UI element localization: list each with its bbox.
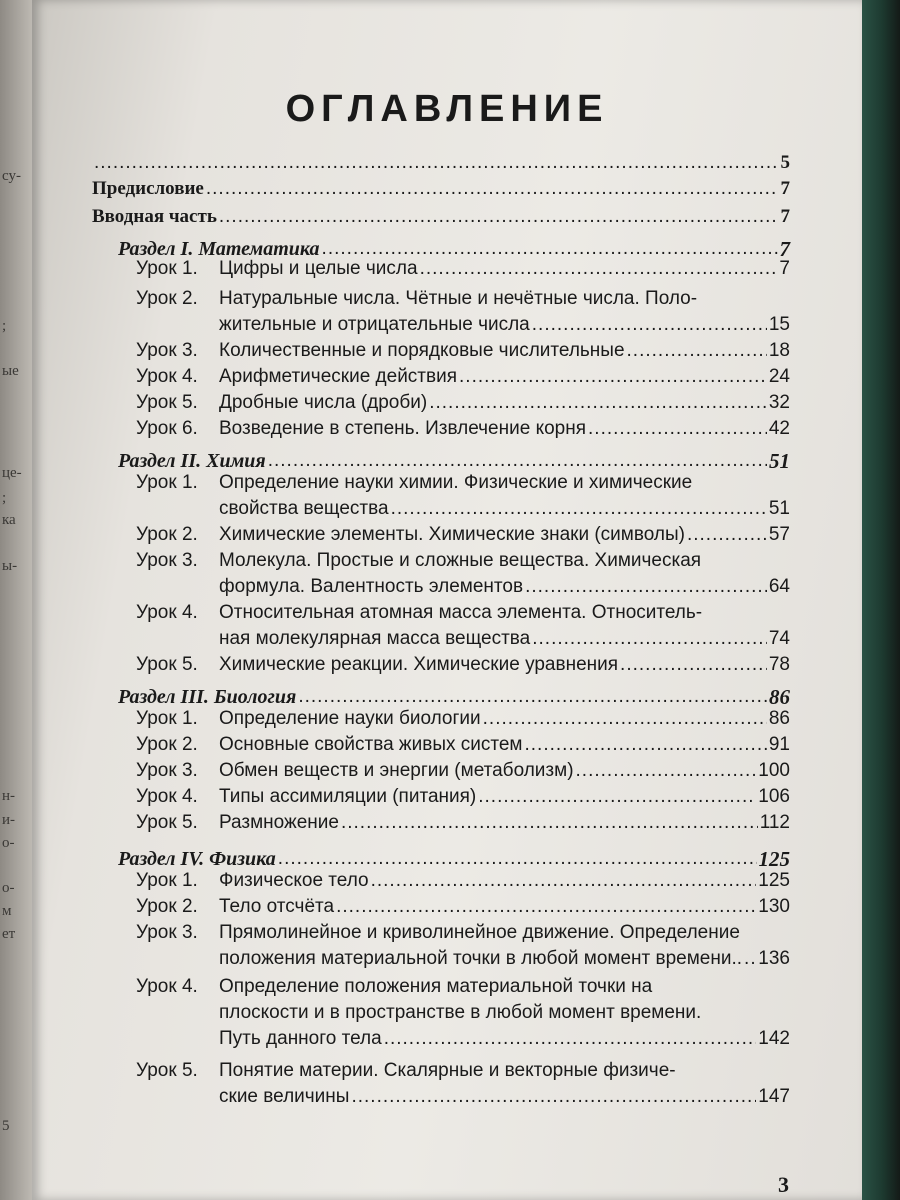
lesson-row	[136, 784, 790, 810]
margin-fragment: 5	[2, 1118, 10, 1134]
lesson-title-line	[136, 600, 702, 626]
lesson-title: формула. Валентность элементов	[219, 576, 524, 597]
page-ref: 86	[768, 708, 790, 729]
margin-fragment: о-	[2, 880, 15, 896]
page-ref: 24	[768, 366, 790, 387]
lesson-row	[219, 1026, 790, 1052]
lesson-row	[136, 894, 790, 920]
page-ref: 147	[758, 1086, 790, 1107]
dot-leader	[371, 868, 757, 894]
toc-title: ОГЛАВЛЕНИЕ	[285, 88, 609, 130]
lesson-row	[136, 706, 790, 732]
lesson-number: Урок 2.	[136, 524, 198, 545]
lesson-title-line	[136, 548, 701, 574]
lesson-title: Размножение	[219, 812, 339, 833]
margin-fragment: м	[2, 903, 12, 919]
page-ref: 125	[758, 847, 790, 871]
lesson-number: Урок 5.	[136, 812, 198, 833]
lesson-title: Путь данного тела	[219, 1028, 382, 1049]
margin-fragment: ые	[2, 363, 19, 379]
table-of-contents	[32, 0, 862, 1200]
lesson-number: Урок 1.	[136, 258, 198, 279]
lesson-number: Урок 3.	[136, 760, 198, 781]
margin-fragment: о-	[2, 835, 15, 851]
lesson-row	[136, 758, 790, 784]
margin-fragment: ;	[2, 490, 7, 506]
page-ref: 125	[758, 870, 790, 891]
lesson-number: Урок 6.	[136, 418, 198, 439]
page-ref: 51	[768, 498, 790, 519]
lesson-number: Урок 4.	[136, 976, 198, 997]
lesson-row	[219, 626, 790, 652]
lesson-title-text: Молекула. Простые и сложные вещества. Химическая	[219, 550, 702, 571]
page-ref: 78	[768, 654, 790, 675]
lesson-title: жительные и отрицательные числа	[219, 314, 530, 335]
lesson-title-line	[136, 920, 740, 946]
dot-leader	[525, 574, 767, 600]
lesson-row	[136, 810, 790, 836]
lesson-title-text: плоскости и в пространстве в любой момент времени.	[219, 1002, 702, 1023]
page-ref: 112	[759, 812, 790, 833]
lesson-title-line	[219, 1000, 701, 1026]
lesson-number: Урок 4.	[136, 602, 198, 623]
dot-leader	[687, 522, 767, 548]
page-ref: 64	[768, 576, 790, 597]
page-ref: 7	[780, 206, 790, 227]
dot-leader	[341, 810, 758, 836]
lesson-title-text: Прямолинейное и криволинейное движение. Определение	[219, 922, 740, 943]
dot-leader	[351, 1084, 756, 1110]
front-matter-label: Вводная часть	[92, 206, 217, 227]
lesson-title: Обмен веществ и энергии (метаболизм)	[219, 760, 574, 781]
lesson-number: Урок 1.	[136, 472, 198, 493]
dot-leader	[206, 176, 779, 202]
page-ref: 91	[768, 734, 790, 755]
lesson-number: Урок 5.	[136, 654, 198, 675]
page-ref: 15	[768, 314, 790, 335]
margin-fragment: н-	[2, 788, 16, 804]
lesson-row	[136, 390, 790, 416]
dot-leader	[532, 626, 767, 652]
margin-fragment: ы-	[2, 558, 18, 574]
margin-fragment: и-	[2, 812, 16, 828]
page-ref: 100	[758, 760, 790, 781]
page-ref: 51	[769, 449, 790, 473]
page-ref: 5	[780, 152, 790, 173]
page-number: 3	[778, 1172, 789, 1197]
lesson-title: ная молекулярная масса вещества	[219, 628, 531, 649]
book-page	[32, 0, 862, 1200]
margin-fragment: ;	[2, 318, 7, 334]
dot-leader	[384, 1026, 757, 1052]
lesson-row	[136, 652, 790, 678]
lesson-number: Урок 3.	[136, 922, 198, 943]
lesson-number: Урок 1.	[136, 870, 198, 891]
lesson-title: Основные свойства живых систем	[219, 734, 523, 755]
lesson-title: Количественные и порядковые числительные	[219, 340, 625, 361]
lesson-number: Урок 2.	[136, 288, 198, 309]
margin-fragment: ка	[2, 512, 16, 528]
lesson-title-text: Определение науки химии. Физические и химические	[219, 472, 693, 493]
toc-front-matter-row	[92, 176, 790, 202]
lesson-row	[136, 868, 790, 894]
section-title: Раздел III. Биология	[118, 686, 297, 708]
section-title: Раздел II. Химия	[118, 450, 266, 472]
lesson-title-text: Определение положения материальной точки на	[219, 976, 653, 997]
page-ref: 32	[768, 392, 790, 413]
dot-leader	[532, 312, 767, 338]
lesson-title: Дробные числа (дроби)	[219, 392, 428, 413]
dot-leader	[627, 338, 767, 364]
lesson-title: Цифры и целые числа	[219, 258, 418, 279]
lesson-title: Физическое тело	[219, 870, 369, 891]
lesson-title: Арифметические действия	[219, 366, 458, 387]
lesson-title-text: Натуральные числа. Чётные и нечётные числа. Поло-	[219, 288, 698, 309]
dot-leader	[420, 256, 778, 282]
lesson-title-line	[136, 1058, 676, 1084]
toc-front-matter-row	[92, 204, 790, 230]
lesson-number: Урок 1.	[136, 708, 198, 729]
page-ref: 142	[758, 1028, 790, 1049]
lesson-title-line	[136, 470, 692, 496]
lesson-row	[219, 312, 790, 338]
dot-leader	[525, 732, 767, 758]
margin-fragment: су-	[2, 168, 21, 184]
lesson-row	[136, 522, 790, 548]
dot-leader	[744, 946, 756, 972]
margin-fragment: ет	[2, 926, 16, 942]
section-title: Раздел IV. Физика	[118, 848, 276, 870]
dot-leader	[94, 150, 779, 176]
lesson-row	[219, 574, 790, 600]
page-ref: 7	[780, 178, 790, 199]
lesson-row	[136, 364, 790, 390]
margin-fragment: це-	[2, 465, 22, 481]
lesson-title: Возведение в степень. Извлечение корня	[219, 418, 587, 439]
lesson-row	[136, 732, 790, 758]
lesson-title: Тело отсчёта	[219, 896, 335, 917]
lesson-title-line	[136, 286, 697, 312]
lesson-number: Урок 4.	[136, 366, 198, 387]
lesson-number: Урок 3.	[136, 340, 198, 361]
page-ref: 136	[758, 948, 790, 969]
lesson-title-line	[136, 974, 652, 1000]
lesson-title: ские величины	[219, 1086, 350, 1107]
dot-leader	[478, 784, 756, 810]
lesson-number: Урок 2.	[136, 896, 198, 917]
front-matter-label: Предисловие	[92, 178, 204, 199]
section-title: Раздел I. Математика	[118, 238, 320, 260]
lesson-number: Урок 3.	[136, 550, 198, 571]
dot-leader	[336, 894, 756, 920]
dot-leader	[483, 706, 767, 732]
page-ref: 130	[758, 896, 790, 917]
lesson-title: Определение науки биологии	[219, 708, 481, 729]
lesson-title: свойства вещества	[219, 498, 389, 519]
lesson-row	[219, 1084, 790, 1110]
toc-top-row	[92, 150, 790, 176]
page-ref: 74	[768, 628, 790, 649]
lesson-title: положения материальной точки в любой момент времени..	[219, 948, 743, 969]
dot-leader	[576, 758, 757, 784]
dot-leader	[588, 416, 767, 442]
lesson-title: Химические реакции. Химические уравнения	[219, 654, 619, 675]
lesson-number: Урок 5.	[136, 1060, 198, 1081]
dot-leader	[429, 390, 767, 416]
dot-leader	[620, 652, 767, 678]
lesson-title-text: Относительная атомная масса элемента. Относитель-	[219, 602, 703, 623]
lesson-number: Урок 4.	[136, 786, 198, 807]
page-ref: 7	[779, 258, 790, 279]
dot-leader	[459, 364, 767, 390]
dot-leader	[391, 496, 767, 522]
lesson-row	[219, 946, 790, 972]
page-ref: 106	[758, 786, 790, 807]
lesson-title-text: Понятие материи. Скалярные и векторные физиче-	[219, 1060, 676, 1081]
page-ref: 86	[769, 685, 790, 709]
lesson-row	[136, 338, 790, 364]
lesson-row	[136, 416, 790, 442]
lesson-title: Типы ассимиляции (питания)	[219, 786, 477, 807]
page-ref: 18	[768, 340, 790, 361]
page-ref: 7	[779, 237, 790, 261]
lesson-row	[136, 256, 790, 282]
lesson-number: Урок 2.	[136, 734, 198, 755]
lesson-row	[219, 496, 790, 522]
page-ref: 42	[768, 418, 790, 439]
dot-leader	[219, 204, 779, 230]
lesson-title: Химические элементы. Химические знаки (символы)	[219, 524, 685, 545]
lesson-number: Урок 5.	[136, 392, 198, 413]
page-ref: 57	[768, 524, 790, 545]
